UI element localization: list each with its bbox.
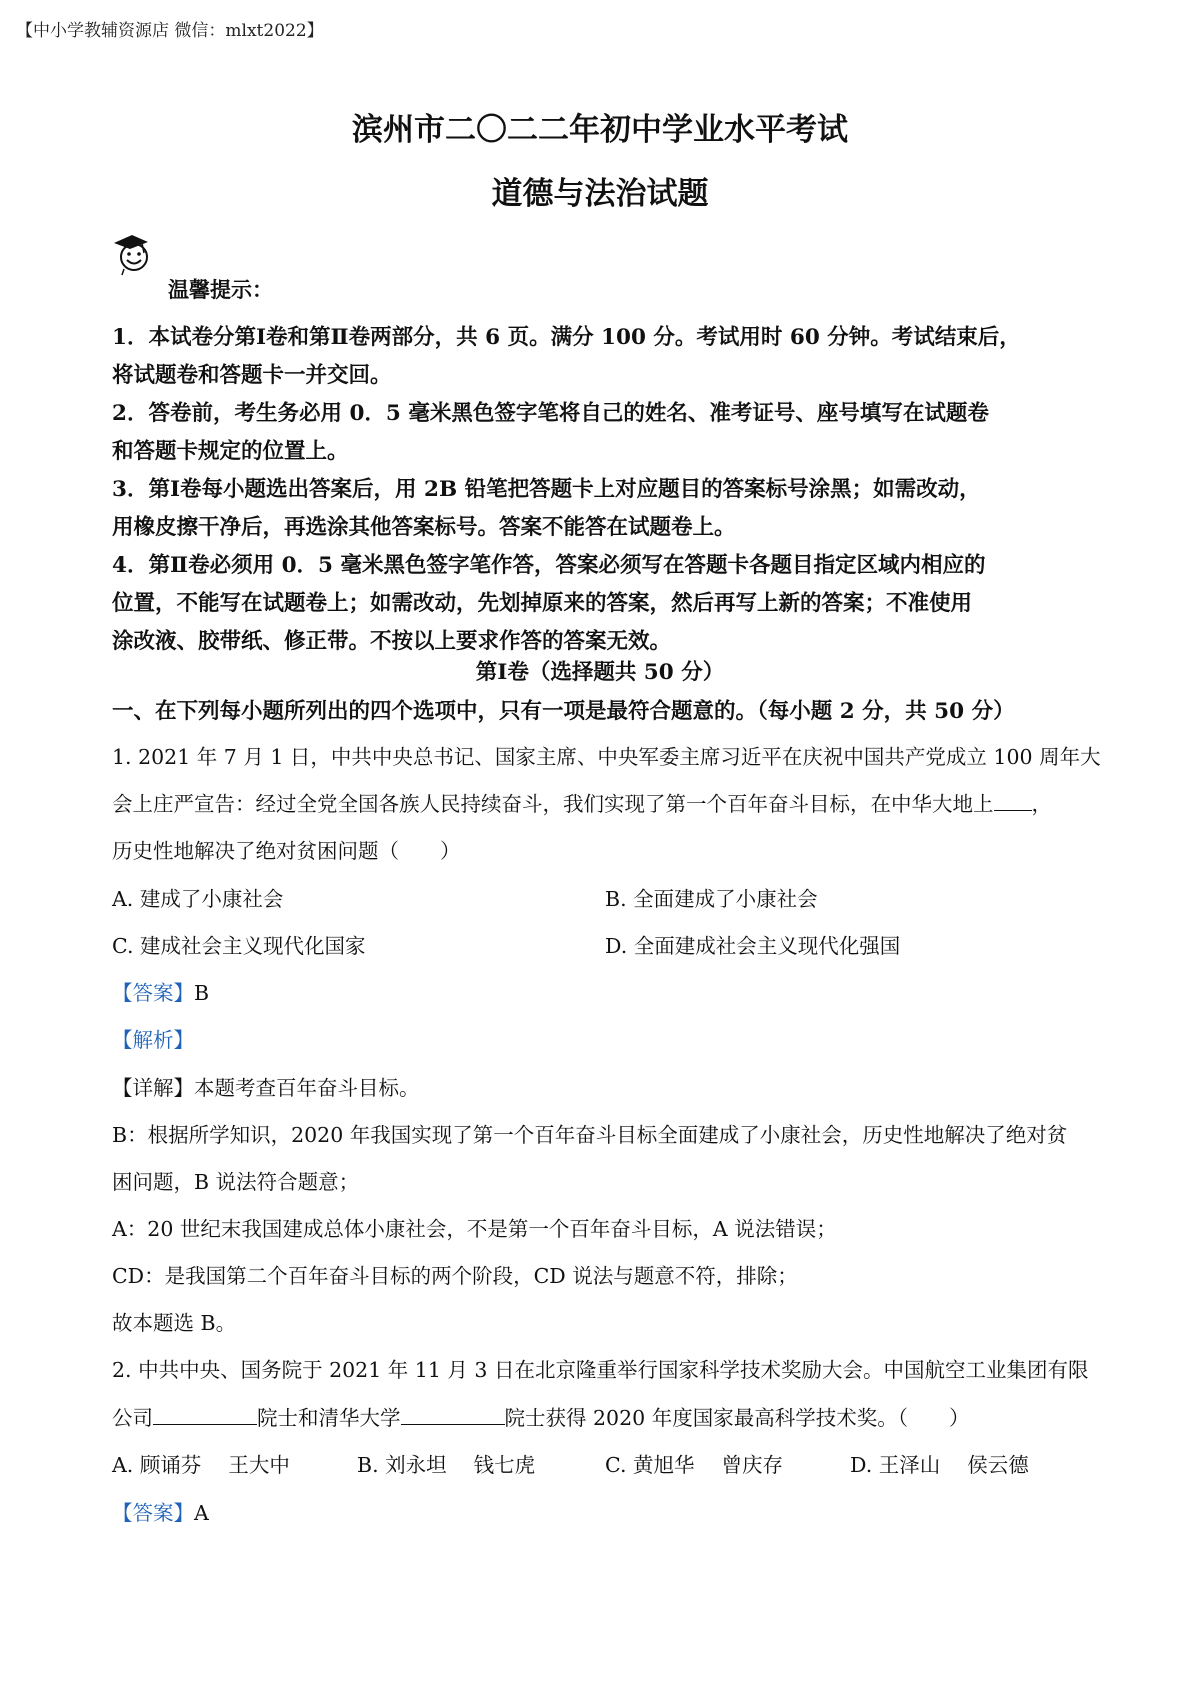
note-line: 2．答卷前，考生务必用 0．5 毫米黑色签字笔将自己的姓名、准考证号、座号填写在试题卷 (112, 401, 989, 426)
smiley-graduation-cap-icon (112, 233, 160, 277)
q1-explanation: 困问题，B 说法符合题意； (112, 1170, 360, 1194)
tips-heading: 温馨提示： (168, 277, 273, 302)
q1-stem-line1: 1. 2021 年 7 月 1 日，中共中央总书记、国家主席、中央军委主席习近平在庆祝中国共产党成立 100 周年大 (112, 745, 1101, 769)
exam-subtitle: 道德与法治试题 (491, 176, 709, 212)
note-line: 用橡皮擦干净后，再选涂其他答案标号。答案不能答在试题卷上。 (112, 515, 736, 540)
q1-answer: 【答案】B (112, 981, 210, 1005)
note-line: 1．本试卷分第Ⅰ卷和第Ⅱ卷两部分，共 6 页。满分 100 分。考试用时 60 分钟。考试结束后， (112, 325, 1021, 350)
note-line: 4．第Ⅱ卷必须用 0．5 毫米黑色签字笔作答，答案必须写在答题卡各题目指定区域内相应的 (112, 553, 986, 578)
note-line: 将试题卷和答题卡一并交回。 (112, 363, 392, 388)
q2-stem-line1: 2. 中共中央、国务院于 2021 年 11 月 3 日在北京隆重举行国家科学技术奖励大会。中国航空工业集团有限 (112, 1358, 1089, 1382)
q2-option-a: A. 顾诵芬 王大中 (112, 1453, 290, 1477)
q2-answer: 【答案】A (112, 1501, 209, 1525)
q1-explanation: CD：是我国第二个百年奋斗目标的两个阶段，CD 说法与题意不符，排除； (112, 1264, 798, 1288)
note-line: 涂改液、胶带纸、修正带。不按以上要求作答的答案无效。 (112, 629, 672, 654)
q1-stem-line3: 历史性地解决了绝对贫困问题（ ） (112, 839, 461, 863)
q1-detail: 【详解】本题考查百年奋斗目标。 (112, 1076, 420, 1100)
exam-title: 滨州市二〇二二年初中学业水平考试 (352, 112, 848, 148)
answer-tag: 【答案】 (112, 1501, 194, 1525)
q1-option-a: A. 建成了小康社会 (112, 887, 284, 911)
q2-option-c: C. 黄旭华 曾庆存 (605, 1453, 784, 1477)
q1-option-d: D. 全面建成社会主义现代化强国 (605, 934, 901, 958)
q1-stem-line2: 会上庄严宣告：经过全党全国各族人民持续奋斗，我们实现了第一个百年奋斗目标，在中华大地上 ， (112, 792, 1052, 816)
note-line: 和答题卡规定的位置上。 (112, 439, 349, 464)
q1-option-c: C. 建成社会主义现代化国家 (112, 934, 366, 958)
section1-title: 一、在下列每小题所列出的四个选项中，只有一项是最符合题意的。（每小题 2 分，共 50 分） (112, 699, 1015, 724)
fill-blank (994, 790, 1032, 811)
answer-tag: 【答案】 (112, 981, 194, 1005)
q2-option-d: D. 王泽山 侯云德 (850, 1453, 1029, 1477)
q1-explanation: A：20 世纪末我国建成总体小康社会，不是第一个百年奋斗目标，A 说法错误； (112, 1217, 837, 1241)
fill-blank (401, 1404, 505, 1425)
fill-blank (153, 1404, 257, 1425)
q1-explanation: B：根据所学知识，2020 年我国实现了第一个百年奋斗目标全面建成了小康社会，历史性地解决了绝对贫 (112, 1123, 1068, 1147)
note-line: 位置，不能写在试题卷上；如需改动，先划掉原来的答案，然后再写上新的答案；不准使用 (112, 591, 973, 616)
q2-stem-line2: 公司 院士和清华大学 院士获得 2020 年度国家最高科学技术奖。（ ） (112, 1406, 970, 1430)
note-line: 3．第Ⅰ卷每小题选出答案后，用 2B 铅笔把答题卡上对应题目的答案标号涂黑；如需改动， (112, 477, 981, 502)
q1-analysis-tag: 【解析】 (112, 1028, 194, 1052)
watermark: 【中小学教辅资源店 微信：mlxt2022】 (16, 21, 324, 41)
q2-option-b: B. 刘永坦 钱七虎 (357, 1453, 536, 1477)
q1-conclusion: 故本题选 B。 (112, 1311, 237, 1335)
part1-title: 第Ⅰ卷（选择题共 50 分） (475, 660, 725, 685)
q1-option-b: B. 全面建成了小康社会 (605, 887, 818, 911)
